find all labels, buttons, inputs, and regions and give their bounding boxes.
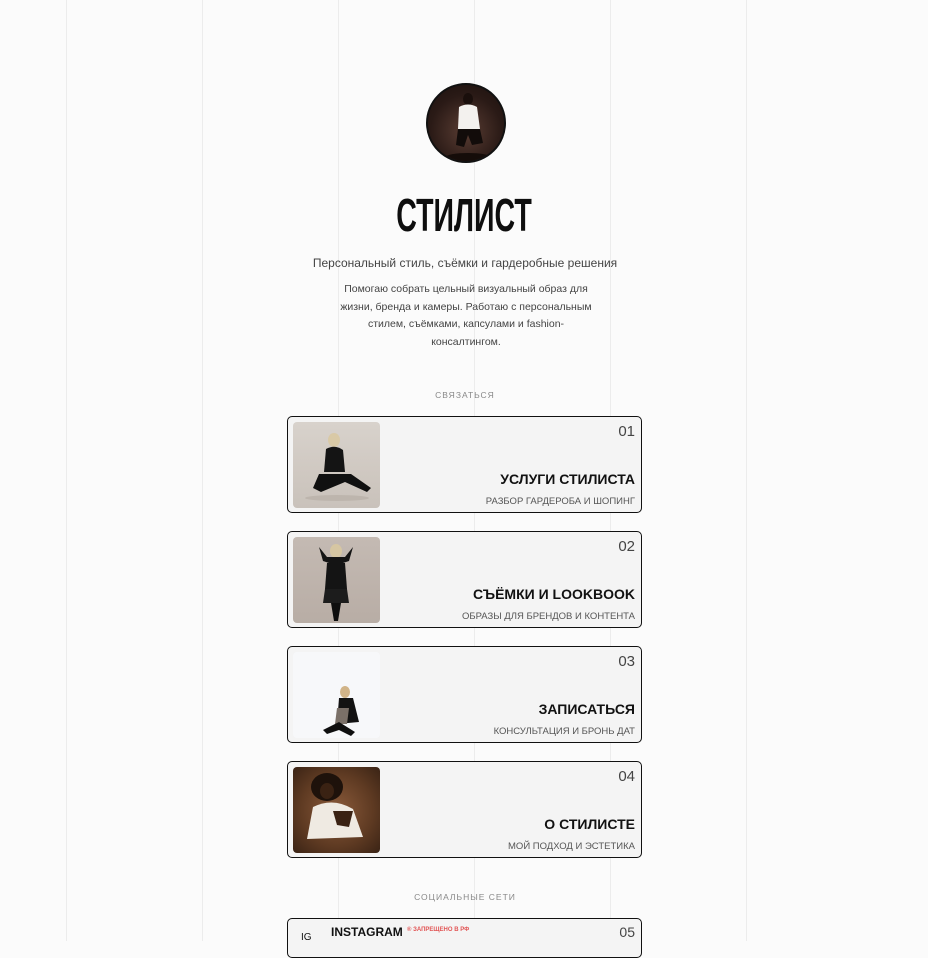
link-card-stylist-services[interactable]	[287, 416, 642, 513]
grid-line	[746, 0, 747, 941]
card-title: УСЛУГИ СТИЛИСТА	[500, 471, 635, 487]
grid-line	[202, 0, 203, 941]
card-photo	[293, 767, 380, 853]
card-subtitle: РАЗБОР ГАРДЕРОБА И ШОПИНГ	[485, 496, 635, 507]
card-subtitle: МОЙ ПОДХОД И ЭСТЕТИКА	[508, 841, 635, 852]
page-subtitle: Персональный стиль, съёмки и гардеробные решения	[312, 256, 618, 270]
social-section-label: СОЦИАЛЬНЫЕ СЕТИ	[414, 892, 516, 902]
social-warning-note: ® ЗАПРЕЩЕНО В РФ	[407, 927, 470, 933]
instagram-icon: IG	[301, 932, 312, 943]
link-card-about[interactable]	[287, 761, 642, 858]
card-title: ЗАПИСАТЬСЯ	[538, 701, 635, 717]
card-number: 04	[618, 768, 635, 785]
link-card-shoots-lookbook[interactable]	[287, 531, 642, 628]
card-photo	[293, 652, 380, 738]
link-card-instagram[interactable]	[287, 918, 642, 958]
card-subtitle: ОБРАЗЫ ДЛЯ БРЕНДОВ И КОНТЕНТА	[461, 611, 635, 622]
link-card-book[interactable]	[287, 646, 642, 743]
card-number: 05	[619, 924, 635, 940]
card-number: 02	[618, 538, 635, 555]
contact-section-label: СВЯЗАТЬСЯ	[435, 390, 495, 400]
card-photo	[293, 537, 380, 623]
avatar	[426, 83, 506, 163]
card-title: СЪЁМКИ И LOOKBOOK	[472, 586, 635, 602]
social-name: INSTAGRAM	[331, 925, 403, 939]
person-photo-icon	[428, 85, 504, 161]
card-number: 01	[618, 423, 635, 440]
card-photo	[293, 422, 380, 508]
page-description: Помогаю собрать цельный визуальный образ для жизни, бренда и камеры. Работаю с персональным стилем, съёмками, капсулами и fashion-консалтингом.	[340, 283, 592, 348]
card-title: О СТИЛИСТЕ	[544, 816, 635, 832]
grid-line	[66, 0, 67, 941]
card-subtitle: КОНСУЛЬТАЦИЯ И БРОНЬ ДАТ	[493, 726, 635, 737]
page-title: СТИЛИСТ	[396, 189, 532, 241]
card-number: 03	[618, 653, 635, 670]
